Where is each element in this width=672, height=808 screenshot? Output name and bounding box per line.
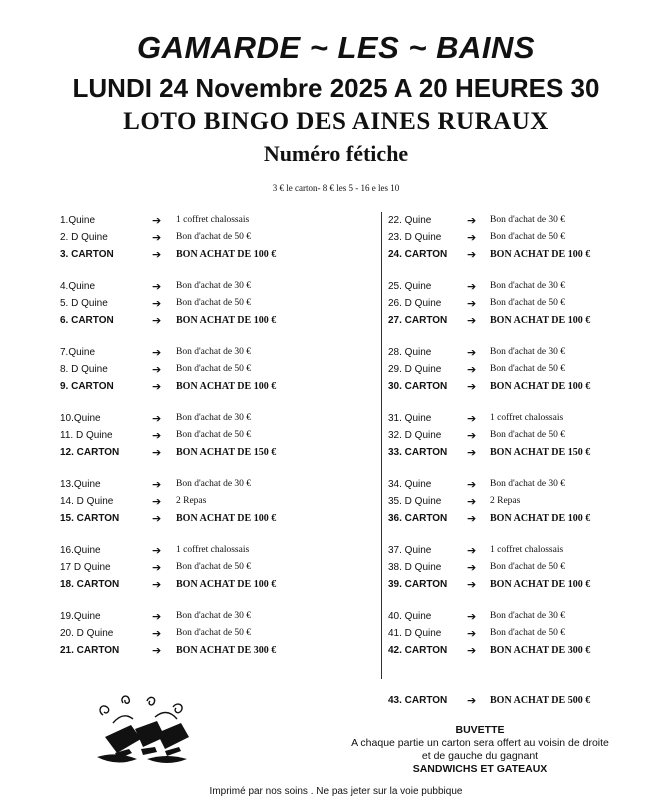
game-number: 28. Quine <box>388 347 432 358</box>
game-number: 11. D Quine <box>60 430 113 441</box>
prize-label: Bon d'achat de 30 € <box>490 281 566 291</box>
prize-label: Bon d'achat de 30 € <box>490 215 566 225</box>
prize-row <box>60 642 380 659</box>
arrow-icon: ➔ <box>467 627 477 640</box>
game-number: 16.Quine <box>60 545 101 556</box>
game-number: 5. D Quine <box>60 298 108 309</box>
prize-row <box>60 476 380 493</box>
column-divider <box>381 212 382 679</box>
prize-row <box>388 542 668 559</box>
prize-row <box>60 542 380 559</box>
buvette-label: BUVETTE <box>455 724 505 736</box>
game-number: 8. D Quine <box>60 364 108 375</box>
arrow-icon: ➔ <box>152 495 162 508</box>
arrow-icon: ➔ <box>152 346 162 359</box>
prize-label: Bon d'achat de 30 € <box>176 611 252 621</box>
arrow-icon: ➔ <box>152 297 162 310</box>
event-title: LOTO BINGO DES AINES RURAUX <box>123 108 549 135</box>
prize-row <box>388 312 668 329</box>
arrow-icon: ➔ <box>467 446 477 459</box>
arrow-icon: ➔ <box>152 380 162 393</box>
prize-row <box>60 378 380 395</box>
prize-row <box>60 576 380 593</box>
arrow-icon: ➔ <box>467 578 477 591</box>
right-prize-column <box>388 212 668 674</box>
prize-group <box>60 410 380 461</box>
arrow-icon: ➔ <box>152 280 162 293</box>
game-number: 31. Quine <box>388 413 432 424</box>
prize-row <box>60 559 380 576</box>
game-number: 35. D Quine <box>388 496 442 507</box>
snacks-label: SANDWICHS ET GATEAUX <box>412 763 548 775</box>
game-number: 32. D Quine <box>388 430 442 441</box>
prize-row <box>388 427 668 444</box>
game-number: 4.Quine <box>60 281 96 292</box>
prize-label: BON ACHAT DE 500 € <box>490 695 591 706</box>
prize-row <box>388 493 668 510</box>
prize-row <box>60 625 380 642</box>
arrow-icon: ➔ <box>152 231 162 244</box>
game-number: 12. CARTON <box>60 447 120 458</box>
footer-line-2: et de gauche du gagnant <box>421 750 539 762</box>
prize-label: Bon d'achat de 50 € <box>176 232 252 242</box>
prize-label: Bon d'achat de 30 € <box>176 281 252 291</box>
arrow-icon: ➔ <box>152 610 162 623</box>
prize-row <box>388 608 668 625</box>
prize-row <box>60 344 380 361</box>
game-number: 23. D Quine <box>388 232 442 243</box>
game-number: 26. D Quine <box>388 298 442 309</box>
arrow-icon: ➔ <box>467 231 477 244</box>
arrow-icon: ➔ <box>152 512 162 525</box>
game-number: 15. CARTON <box>60 513 120 524</box>
prize-label: Bon d'achat de 50 € <box>490 298 566 308</box>
prize-row <box>388 378 668 395</box>
prize-label: BON ACHAT DE 300 € <box>176 645 277 656</box>
prize-row <box>388 476 668 493</box>
game-number: 30. CARTON <box>388 381 448 392</box>
prize-label: BON ACHAT DE 100 € <box>176 249 277 260</box>
pricing-line: 3 € le carton- 8 € les 5 - 16 e les 10 <box>272 183 400 193</box>
prize-row <box>388 295 668 312</box>
prize-row <box>388 344 668 361</box>
prize-row <box>60 278 380 295</box>
prize-row <box>60 493 380 510</box>
prize-label: 1 coffret chalossais <box>490 413 564 423</box>
wine-glasses-illustration <box>95 693 195 765</box>
game-number: 27. CARTON <box>388 315 448 326</box>
arrow-icon: ➔ <box>467 544 477 557</box>
prize-label: BON ACHAT DE 100 € <box>490 381 591 392</box>
game-number: 3. CARTON <box>60 249 114 260</box>
arrow-icon: ➔ <box>467 380 477 393</box>
prize-row <box>60 510 380 527</box>
arrow-icon: ➔ <box>467 610 477 623</box>
game-number: 6. CARTON <box>60 315 114 326</box>
game-number: 37. Quine <box>388 545 432 556</box>
prize-label: BON ACHAT DE 100 € <box>176 381 277 392</box>
game-number: 42. CARTON <box>388 645 448 656</box>
arrow-icon: ➔ <box>467 214 477 227</box>
prize-group <box>60 608 380 659</box>
arrow-icon: ➔ <box>152 644 162 657</box>
game-number: 22. Quine <box>388 215 432 226</box>
prize-label: Bon d'achat de 50 € <box>176 562 252 572</box>
prize-label: BON ACHAT DE 100 € <box>176 315 277 326</box>
left-prize-column <box>60 212 380 674</box>
prize-label: Bon d'achat de 30 € <box>490 347 566 357</box>
prize-label: BON ACHAT DE 150 € <box>176 447 277 458</box>
prize-label: Bon d'achat de 50 € <box>490 562 566 572</box>
arrow-icon: ➔ <box>467 429 477 442</box>
game-number: 34. Quine <box>388 479 432 490</box>
game-number: 19.Quine <box>60 611 101 622</box>
arrow-icon: ➔ <box>467 297 477 310</box>
prize-label: BON ACHAT DE 150 € <box>490 447 591 458</box>
game-number: 24. CARTON <box>388 249 448 260</box>
prize-group <box>388 212 668 263</box>
prize-label: Bon d'achat de 50 € <box>490 232 566 242</box>
prize-label: 1 coffret chalossais <box>176 215 250 225</box>
arrow-icon: ➔ <box>152 478 162 491</box>
prize-label: Bon d'achat de 50 € <box>176 628 252 638</box>
arrow-icon: ➔ <box>467 478 477 491</box>
game-number: 39. CARTON <box>388 579 448 590</box>
prize-row <box>60 229 380 246</box>
prize-group <box>388 410 668 461</box>
arrow-icon: ➔ <box>467 561 477 574</box>
prize-label: Bon d'achat de 30 € <box>176 479 252 489</box>
prize-group <box>60 344 380 395</box>
prize-group <box>60 476 380 527</box>
arrow-icon: ➔ <box>152 214 162 227</box>
prize-label: Bon d'achat de 50 € <box>490 430 566 440</box>
prize-label: Bon d'achat de 50 € <box>490 628 566 638</box>
prize-label: BON ACHAT DE 100 € <box>490 513 591 524</box>
prize-group <box>388 278 668 329</box>
game-number: 25. Quine <box>388 281 432 292</box>
arrow-icon: ➔ <box>152 314 162 327</box>
prize-row <box>60 312 380 329</box>
game-number: 7.Quine <box>60 347 96 358</box>
prize-label: Bon d'achat de 30 € <box>176 413 252 423</box>
game-number: 1.Quine <box>60 215 96 226</box>
printed-notice: Imprimé par nos soins . Ne pas jeter sur la voie pubbique <box>209 786 463 797</box>
game-number: 21. CARTON <box>60 645 120 656</box>
prize-label: 1 coffret chalossais <box>490 545 564 555</box>
game-number: 2. D Quine <box>60 232 108 243</box>
prize-label: Bon d'achat de 30 € <box>490 611 566 621</box>
game-number: 20. D Quine <box>60 628 114 639</box>
prize-row <box>388 625 668 642</box>
prize-label: BON ACHAT DE 100 € <box>490 315 591 326</box>
arrow-icon: ➔ <box>467 248 477 261</box>
arrow-icon: ➔ <box>467 346 477 359</box>
prize-group <box>60 542 380 593</box>
prize-group <box>388 542 668 593</box>
prize-row <box>388 559 668 576</box>
subtitle: Numéro fétiche <box>263 141 409 166</box>
prize-row <box>388 212 668 229</box>
date-line: LUNDI 24 Novembre 2025 A 20 HEURES 30 <box>72 73 600 103</box>
prize-row <box>60 608 380 625</box>
arrow-icon: ➔ <box>152 561 162 574</box>
arrow-icon: ➔ <box>152 627 162 640</box>
prize-row <box>60 212 380 229</box>
prize-group <box>388 476 668 527</box>
prize-row <box>388 642 668 659</box>
prize-row <box>388 510 668 527</box>
arrow-icon: ➔ <box>467 280 477 293</box>
arrow-icon: ➔ <box>152 363 162 376</box>
arrow-icon: ➔ <box>467 644 477 657</box>
footer-line-1: A chaque partie un carton sera offert au voisin de droite <box>351 737 609 749</box>
arrow-icon: ➔ <box>467 495 477 508</box>
game-number: 14. D Quine <box>60 496 114 507</box>
game-number: 10.Quine <box>60 413 101 424</box>
town-title: GAMARDE ~ LES ~ BAINS <box>136 30 536 65</box>
prize-row <box>388 444 668 461</box>
prize-row <box>388 361 668 378</box>
prize-label: BON ACHAT DE 100 € <box>176 513 277 524</box>
prize-label: Bon d'achat de 30 € <box>176 347 252 357</box>
game-number: 40. Quine <box>388 611 432 622</box>
arrow-icon: ➔ <box>152 446 162 459</box>
prize-row <box>60 295 380 312</box>
prize-label: BON ACHAT DE 100 € <box>490 579 591 590</box>
arrow-icon: ➔ <box>467 412 477 425</box>
game-number: 38. D Quine <box>388 562 442 573</box>
prize-label: Bon d'achat de 50 € <box>176 298 252 308</box>
prize-label: 2 Repas <box>176 496 207 506</box>
prize-group <box>388 608 668 659</box>
prize-label: Bon d'achat de 30 € <box>490 479 566 489</box>
prize-row <box>388 246 668 263</box>
prize-row <box>60 246 380 263</box>
arrow-icon: ➔ <box>152 544 162 557</box>
final-carton-row <box>388 692 668 709</box>
arrow-icon: ➔ <box>152 578 162 591</box>
prize-row <box>388 229 668 246</box>
prize-row <box>60 361 380 378</box>
footer-notice <box>310 724 650 776</box>
prize-row <box>60 410 380 427</box>
prize-group <box>60 278 380 329</box>
arrow-icon: ➔ <box>152 429 162 442</box>
prize-row <box>60 427 380 444</box>
game-number: 41. D Quine <box>388 628 442 639</box>
arrow-icon: ➔ <box>467 512 477 525</box>
game-number: 9. CARTON <box>60 381 114 392</box>
arrow-icon: ➔ <box>152 248 162 261</box>
game-number: 29. D Quine <box>388 364 442 375</box>
prize-label: 2 Repas <box>490 496 521 506</box>
prize-label: BON ACHAT DE 100 € <box>176 579 277 590</box>
game-number: 36. CARTON <box>388 513 448 524</box>
game-number: 43. CARTON <box>388 695 448 706</box>
prize-group <box>388 344 668 395</box>
game-number: 17 D Quine <box>60 562 111 573</box>
arrow-icon: ➔ <box>152 412 162 425</box>
game-number: 13.Quine <box>60 479 101 490</box>
prize-row <box>388 278 668 295</box>
prize-label: BON ACHAT DE 300 € <box>490 645 591 656</box>
game-number: 33. CARTON <box>388 447 448 458</box>
prize-row <box>60 444 380 461</box>
prize-label: Bon d'achat de 50 € <box>490 364 566 374</box>
prize-row <box>388 410 668 427</box>
prize-row <box>388 576 668 593</box>
prize-label: BON ACHAT DE 100 € <box>490 249 591 260</box>
prize-group <box>60 212 380 263</box>
prize-label: Bon d'achat de 50 € <box>176 364 252 374</box>
arrow-icon: ➔ <box>467 363 477 376</box>
prize-label: Bon d'achat de 50 € <box>176 430 252 440</box>
arrow-icon: ➔ <box>467 694 477 707</box>
arrow-icon: ➔ <box>467 314 477 327</box>
game-number: 18. CARTON <box>60 579 120 590</box>
prize-label: 1 coffret chalossais <box>176 545 250 555</box>
